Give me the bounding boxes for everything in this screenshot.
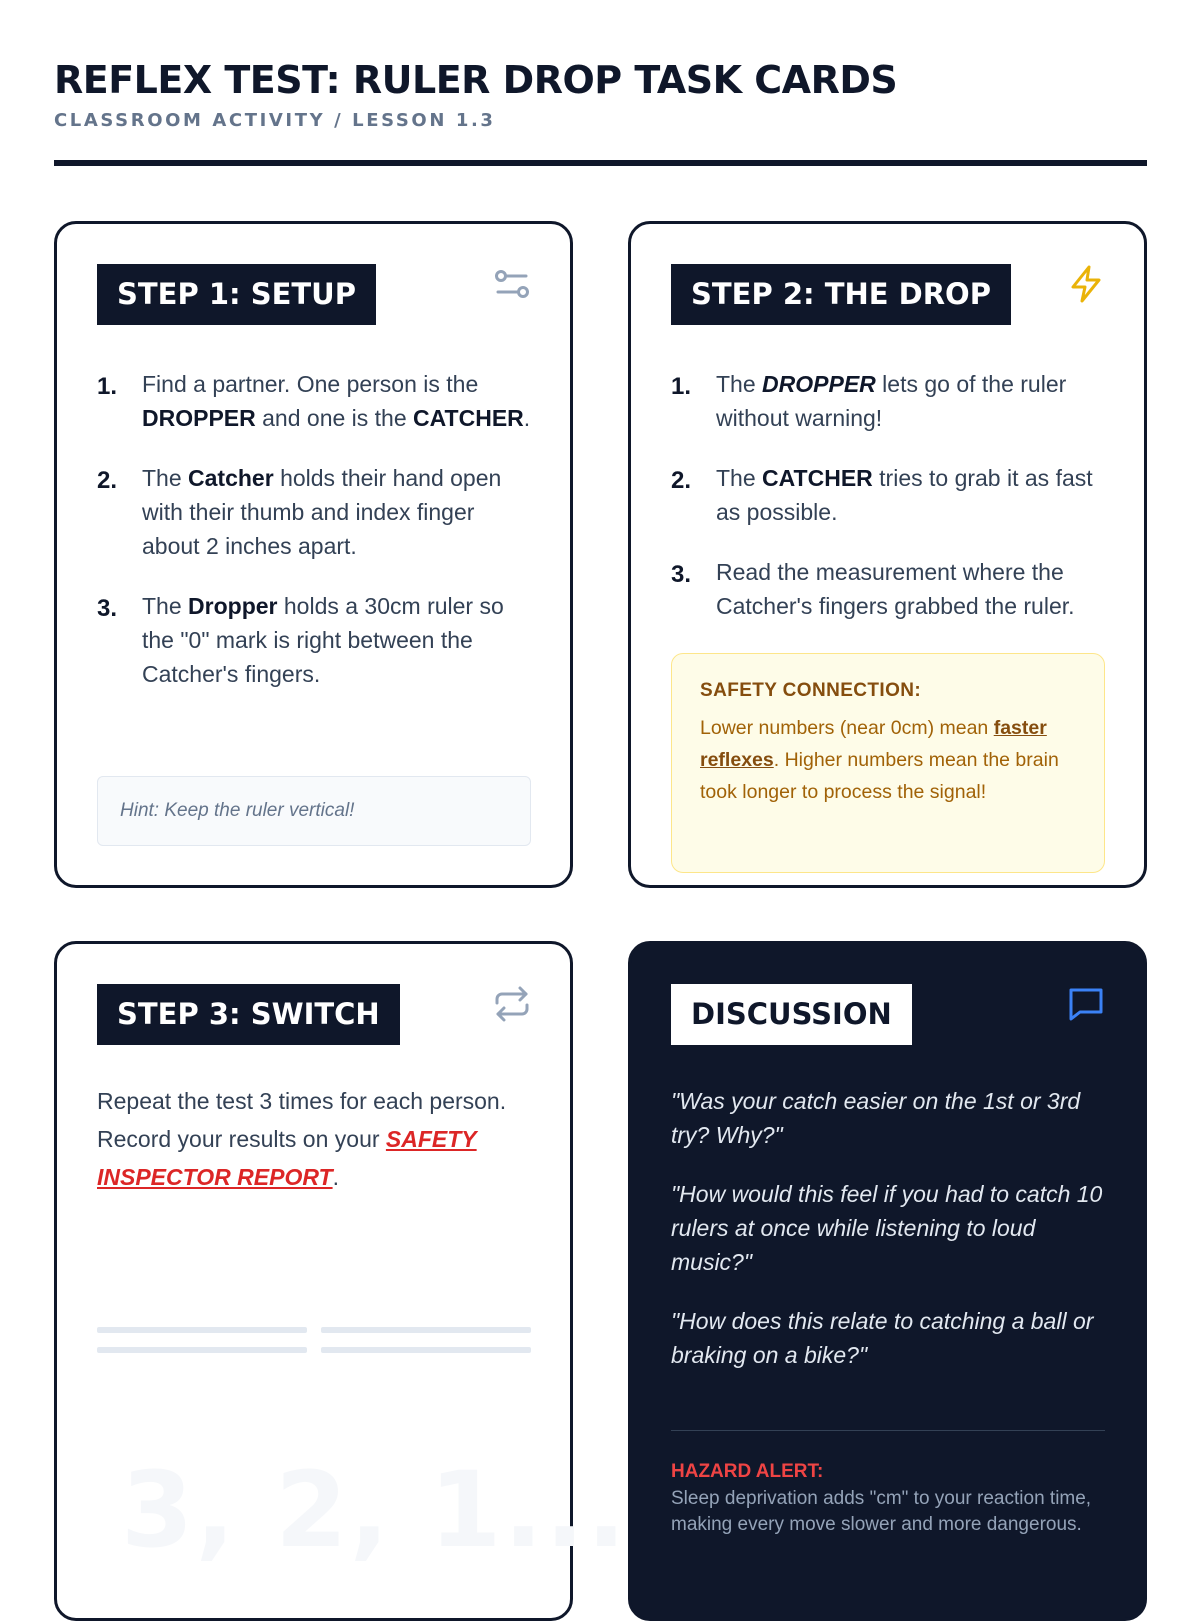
step-number: 1. xyxy=(671,373,692,400)
switch-card xyxy=(54,941,629,1621)
step-number: 3. xyxy=(671,561,692,588)
step-text: Read the measurement where the Catcher's fingers grabbed the ruler. xyxy=(716,559,1075,619)
safety-heading: SAFETY CONNECTION: xyxy=(700,680,922,701)
step-number: 2. xyxy=(671,467,692,494)
safety-inspector-report-link[interactable]: SAFETY INSPECTOR REPORT xyxy=(97,1126,477,1190)
safety-text: Lower numbers (near 0cm) mean faster reflexes. Higher numbers mean the brain took longer to process the signal! xyxy=(700,717,1059,803)
step-text: The DROPPER lets go of the ruler without warning! xyxy=(716,371,1067,431)
drop-card xyxy=(628,221,1147,888)
card-tag-drop: STEP 2: THE DROP xyxy=(671,264,1011,325)
lightning-icon xyxy=(1066,264,1106,304)
page-title: REFLEX TEST: RULER DROP TASK CARDS xyxy=(54,58,898,102)
switch-instructions: Repeat the test 3 times for each person. Record your results on your SAFETY INSPECTOR REPORT. xyxy=(97,1088,507,1190)
step-number: 2. xyxy=(97,467,118,494)
record-line xyxy=(97,1327,307,1333)
countdown-watermark: 3, 2, 1... xyxy=(121,1449,629,1571)
header-divider xyxy=(54,160,1147,166)
record-line xyxy=(321,1347,531,1353)
step-text: The Catcher holds their hand open with their thumb and index finger about 2 inches apart. xyxy=(142,465,502,559)
step-text: The CATCHER tries to grab it as fast as possible. xyxy=(716,465,1093,525)
discussion-questions xyxy=(671,1084,1111,1397)
setup-card xyxy=(54,221,573,888)
record-line xyxy=(321,1327,531,1333)
step-number: 1. xyxy=(97,373,118,400)
discussion-question: "Was your catch easier on the 1st or 3rd try? Why?" xyxy=(671,1088,1081,1148)
card-tag-switch: STEP 3: SWITCH xyxy=(97,984,400,1045)
page-subtitle: CLASSROOM ACTIVITY / LESSON 1.3 xyxy=(54,110,496,131)
sliders-icon xyxy=(492,264,532,304)
record-lines xyxy=(97,1327,531,1357)
chat-bubble-icon xyxy=(1066,984,1106,1024)
record-line xyxy=(97,1347,307,1353)
discussion-divider xyxy=(671,1430,1105,1431)
list-item xyxy=(97,367,537,435)
hazard-text: Sleep deprivation adds "cm" to your reaction time, making every move slower and more dangerous. xyxy=(671,1488,1092,1535)
hint-box: Hint: Keep the ruler vertical! xyxy=(97,776,531,846)
setup-steps-list xyxy=(97,367,537,717)
card-tag-discussion: DISCUSSION xyxy=(671,984,912,1045)
step-number: 3. xyxy=(97,595,118,622)
list-item xyxy=(671,367,1111,435)
discussion-card xyxy=(628,941,1147,1621)
safety-callout xyxy=(671,653,1105,873)
repeat-icon xyxy=(492,984,532,1024)
discussion-question: "How does this relate to catching a ball or braking on a bike?" xyxy=(671,1308,1094,1368)
card-tag-setup: STEP 1: SETUP xyxy=(97,264,376,325)
discussion-question: "How would this feel if you had to catch 10 rulers at once while listening to loud music?" xyxy=(671,1181,1103,1275)
list-item xyxy=(671,555,1111,623)
list-item xyxy=(671,461,1111,529)
drop-steps-list xyxy=(671,367,1111,649)
step-text: Find a partner. One person is the DROPPER and one is the CATCHER. xyxy=(142,371,531,431)
step-text: The Dropper holds a 30cm ruler so the "0" mark is right between the Catcher's fingers. xyxy=(142,593,504,687)
hazard-heading: HAZARD ALERT: xyxy=(671,1461,824,1482)
list-item xyxy=(97,461,537,563)
list-item xyxy=(97,589,537,691)
page-header xyxy=(54,56,1147,131)
